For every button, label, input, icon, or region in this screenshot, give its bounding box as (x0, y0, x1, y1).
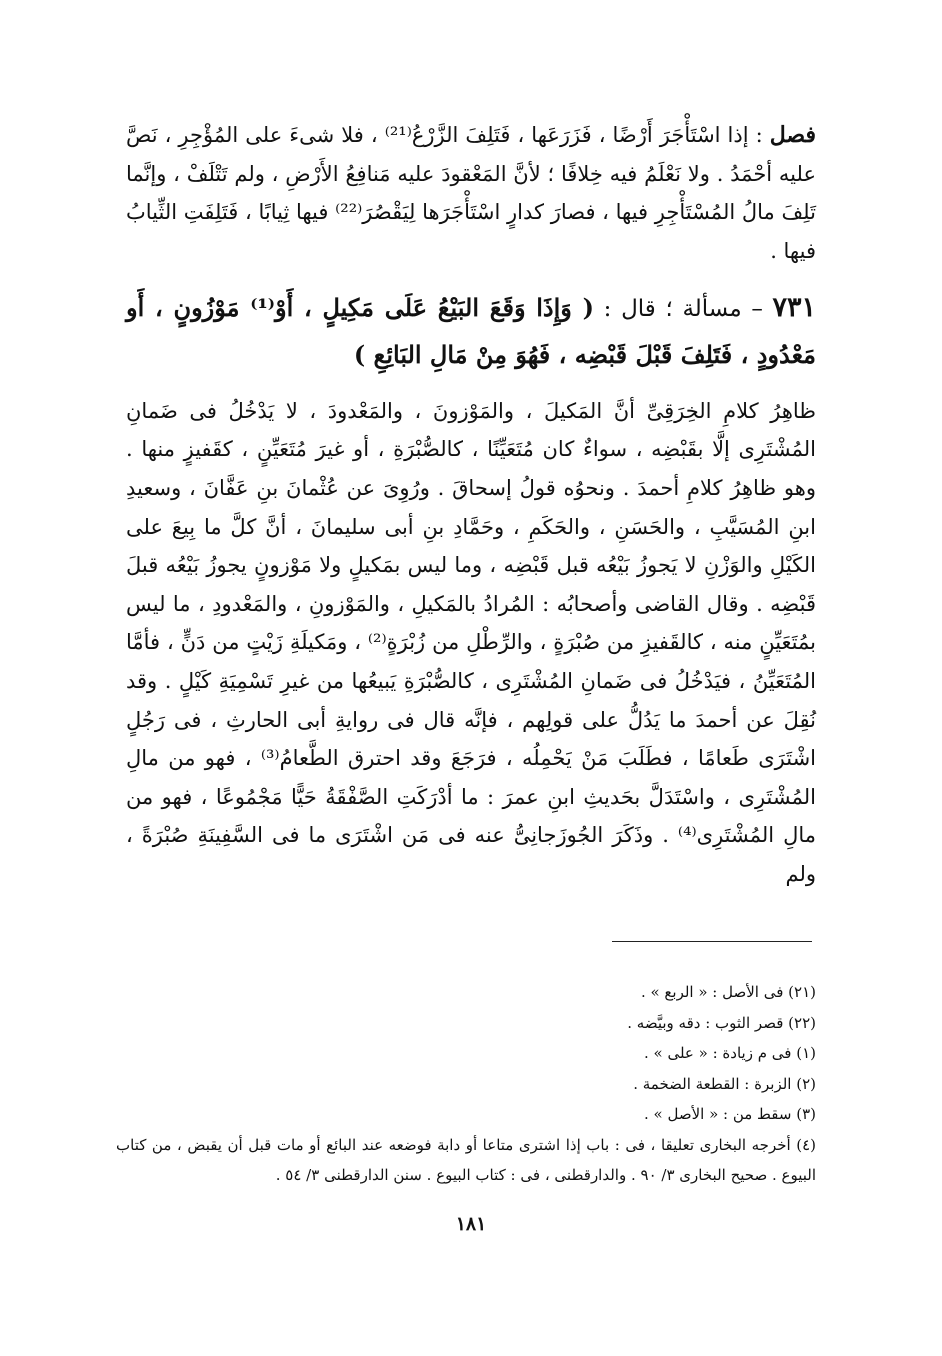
issue-intro: – مسألة ؛ قال : (603, 295, 763, 322)
issue-number: ٧٣١ (772, 291, 817, 323)
footnote: (٢١) فى الأصل : « الربع » . (640, 983, 816, 1001)
page-number: ١٨١ (455, 1213, 487, 1235)
footnote-separator (612, 941, 812, 942)
issue-quote: ( وَإِذَا وَقَعَ البَيْعُ عَلَى مَكِيلٍ ، أَوْ⁽¹⁾ مَوْزُونٍ ، أَو مَعْدُودٍ ، فَتَلِفَ قَبْلَ قَبْضِه ، فَهُوَ مِنْ مَالِ البَائِعِ ) (126, 292, 816, 369)
footnote: (٢٢) قصر الثوب : دقه وبيَّضه . (627, 1013, 816, 1032)
footnote: (١) فى م زيادة : « على » . (643, 1044, 816, 1062)
section-text: : إذا اسْتَأْجَرَ أَرْضًا ، فَزَرَعَها ، فَتَلِفَ الزَّرْعُ⁽²¹⁾ ، فلا شىءَ على المُؤْجِرِ ، نَصَّ عليه أحْمَدُ . ولا نَعْلَمُ فيه خِلافًا ؛ لأنَّ المَعْقودَ عليه مَنافِعُ الأَرْضِ ، ولم تَتْلَفْ ، وإنَّما تَلِفَ مالُ المُسْتَأْجِرِ فيها ، فصارَ كدارٍ اسْتَأْجَرَها لِيَقْصُرَ⁽²²⁾ فيها ثِيابًا ، فَتَلِفَتِ الثِّيابُ فيها . (126, 123, 816, 264)
footnote: (٢) الزبرة : القطعة الضخمة . (633, 1074, 816, 1093)
footnote: (٤) أخرجه البخارى تعليقا ، فى : باب إذا اشترى متاعا أو دابة فوضعه عند البائع أو مات قبل أن يقبض ، من كتاب البيوع . صحيح البخارى ٣/ ٩٠ . والدارقطنى ، فى : كتاب البيوع . سنن الدارقطنى ٣/ ٥٤ . (116, 1135, 816, 1184)
section-heading: فصل (769, 122, 816, 148)
issue-paragraph (126, 285, 816, 379)
footnote: (٣) سقط من : « الأصل » . (644, 1105, 816, 1123)
section-paragraph (126, 116, 816, 271)
main-text (126, 116, 816, 894)
footnotes (116, 977, 816, 1191)
body-paragraph: ظاهِرُ كلامِ الخِرَقِىِّ أنَّ المَكيلَ ، والمَوْزونَ ، والمَعْدودَ ، لا يَدْخُلُ فى ضَمانِ المُشْتَرِى إلَّا بقَبْضِه ، سواءٌ كان مُتَعَيِّنًا ، كالصُّبْرَةِ ، أو غيرَ مُتَعَيِّنٍ ، كقَفيزٍ منها . وهو ظاهِرُ كلامِ أحمدَ . ونحوُه قولُ إسحاقَ . ورُوِىَ عن عُثْمانَ بنِ عَفَّانَ ، وسعيدِ ابنِ المُسَيَّبِ ، والحَسَنِ ، والحَكَمِ ، وحَمَّادِ بنِ أبى سليمانَ ، أنَّ كلَّ ما بِيعَ على الكَيْلِ والوَزْنِ لا يَجوزُ بَيْعُه قبل قَبْضِه ، وما ليس بمَكيلٍ ولا مَوْزونٍ يجوزُ بَيْعُه قبلَ قَبْضِه . وقال القاضى وأصحابُه : المُرادُ بالمَكيلِ ، والمَوْزونِ ، والمَعْدودِ ، ما ليس بمُتَعَيِّنٍ منه ، كالقَفيزِ من صُبْرَةٍ ، والرِّطْلِ من زُبْرَةٍ⁽²⁾ ، ومَكيلَةِ زَيْتٍ من دَنٍّ ، فأمَّا المُتَعَيِّنُ ، فيَدْخُلُ فى ضَمانِ المُشْتَرِى ، كالصُّبْرَةِ يَبيعُها من غيرِ تَسْمِيَةِ كَيْلٍ . وقد نُقِلَ عن أحمدَ ما يَدُلُّ على قولِهم ، فإنَّه قال فى روايةِ أبى الحارثِ ، فى رَجُلٍ اشْتَرَى طَعامًا ، فطَلَبَ مَنْ يَحْمِلُه ، فرَجَعَ وقد احترق الطَّعامُ⁽³⁾ ، فهو من مالِ المُشْتَرِى ، واسْتَدَلَّ بحَديثِ ابنِ عمرَ : ما أدْرَكَتِ الصَّفْقَةُ حَيًّا مَجْمُوعًا ، فهو من مالِ المُشْتَرِى⁽⁴⁾ . وذَكَرَ الجُوزَجانِىُّ عنه فى مَن اشْتَرَى ما فى السَّفِينَةِ صُبْرَةً ، ولم (126, 398, 817, 886)
